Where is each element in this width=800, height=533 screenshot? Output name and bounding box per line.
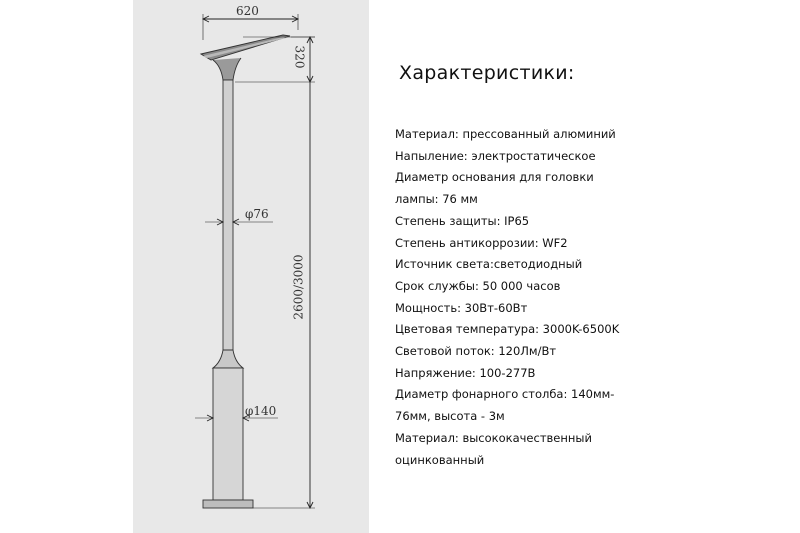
total-height-label: 2600/3000 <box>291 254 306 320</box>
head-height-label: 320 <box>292 45 307 69</box>
spec-line: Материал: высококачественный <box>395 430 592 445</box>
upper-pole <box>223 80 233 360</box>
spec-line: 76мм, высота - 3м <box>395 409 505 424</box>
spec-line: Источник света:светодиодный <box>395 257 583 272</box>
lamp-bracket <box>213 58 241 80</box>
spec-list <box>395 124 645 471</box>
spec-line: Напыление: электростатическое <box>395 148 596 163</box>
base-plate <box>203 500 253 508</box>
spec-line: лампы: 76 мм <box>395 192 478 207</box>
head-width-label: 620 <box>236 4 259 18</box>
spec-line: Материал: прессованный алюминий <box>395 127 616 141</box>
lamp-post-drawing <box>133 0 369 533</box>
lower-pole <box>213 368 243 500</box>
upper-diameter-label: φ76 <box>245 207 269 221</box>
spec-line: Напряжение: 100-277В <box>395 365 536 380</box>
spec-line: Диаметр основания для головки <box>395 170 594 185</box>
technical-drawing <box>133 0 369 533</box>
base-diameter-label: φ140 <box>245 404 277 418</box>
spec-line: Степень защиты: IP65 <box>395 213 530 228</box>
specs-title: Характеристики: <box>399 62 575 84</box>
spec-line: Срок службы: 50 000 часов <box>395 278 561 293</box>
spec-line: Диаметр фонарного столба: 140мм- <box>395 387 615 402</box>
spec-line: Цветовая температура: 3000K-6500K <box>395 322 620 337</box>
spec-line: Степень антикоррозии: WF2 <box>395 235 568 250</box>
pole-transition <box>213 350 243 368</box>
spec-line: оцинкованный <box>395 452 485 467</box>
spec-line: Световой поток: 120Лм/Вт <box>395 344 557 359</box>
spec-line: Мощность: 30Вт-60Вт <box>395 300 528 315</box>
